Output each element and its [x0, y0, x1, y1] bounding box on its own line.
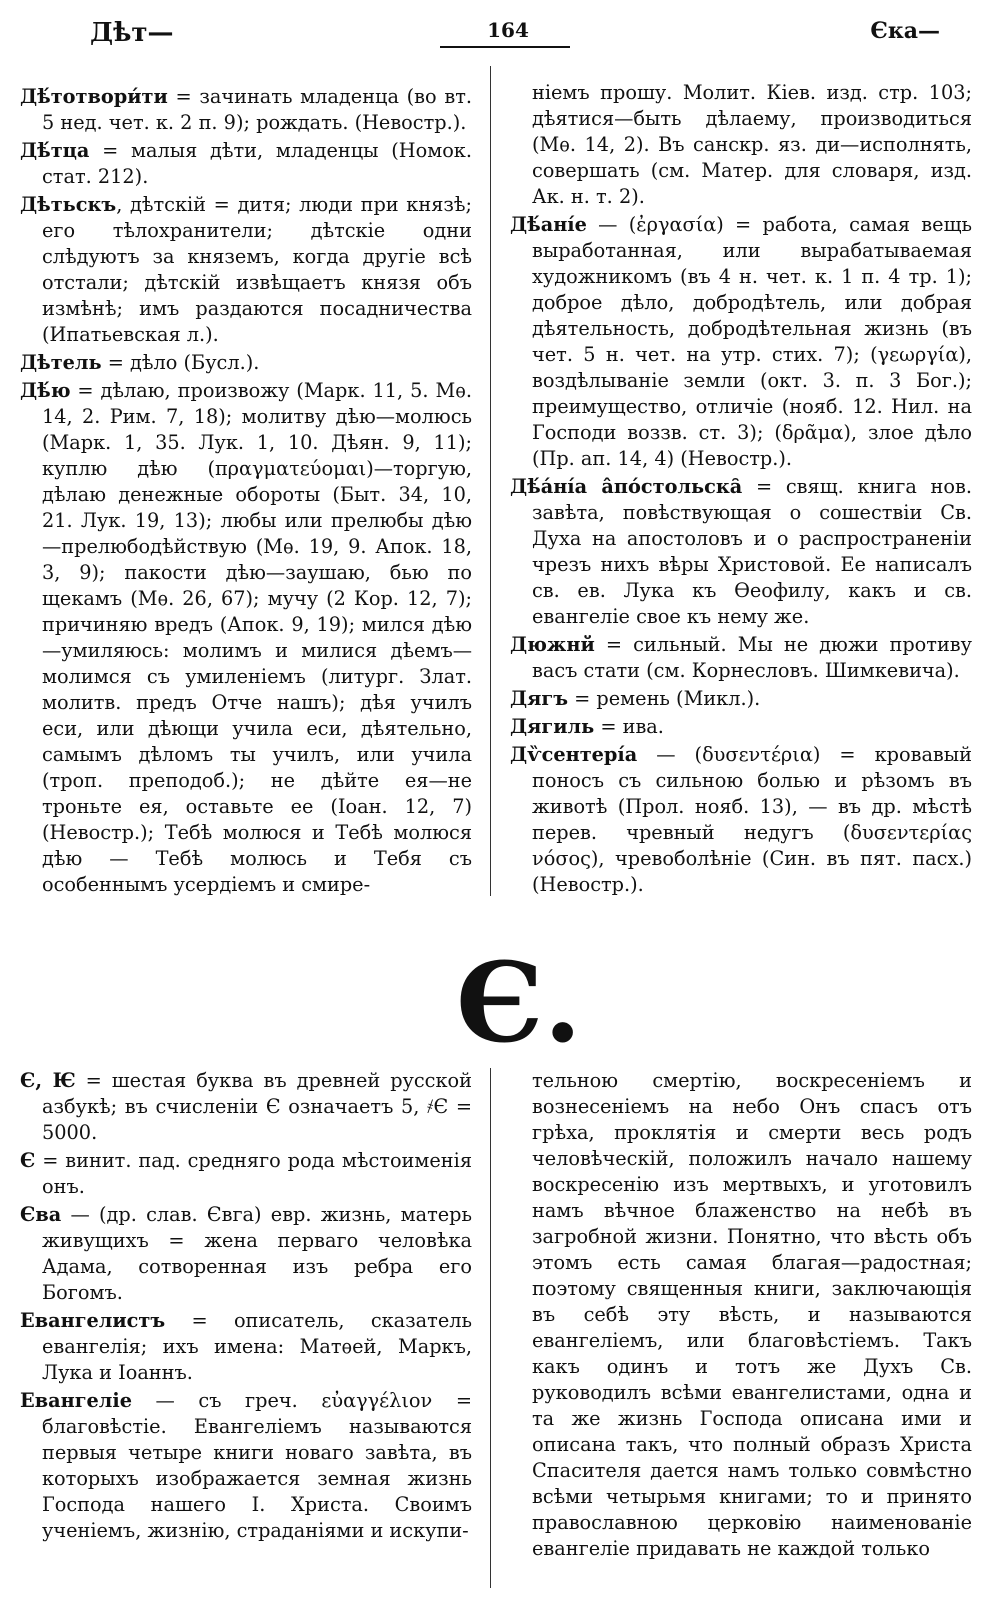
dictionary-entry-continued: [510, 1068, 972, 1562]
entry-headword: Евангеліе: [20, 1389, 132, 1412]
entry-text: = сильный. Мы не дюжи противу васъ стати (см. Корнесловъ. Шимкевича).: [532, 633, 972, 682]
running-head-right: Єка—: [870, 18, 940, 44]
entry-headword: Евангелистъ: [20, 1309, 166, 1332]
entry-text: — (δυσεντέρια) = кровавый поносъ съ сильною болью и рѣзомъ въ животѣ (Прол. нояб. 13), — въ др. мѣстѣ перев. чревный недугъ (δυσεντερίας νόσος), чревоболѣніе (Син. въ пят. пасх.) (Невостр.).: [532, 743, 972, 896]
dictionary-entry: [510, 742, 972, 898]
running-head-left: Дѣт—: [90, 18, 174, 48]
entry-headword: Дюжнй: [510, 633, 595, 656]
entry-text: = ива.: [594, 715, 664, 738]
column-divider-top: [490, 66, 491, 896]
dictionary-entry: [20, 192, 472, 348]
entry-text: = ремень (Микл.).: [568, 687, 761, 710]
entry-text: — съ греч. εὐαγγέλιον = благовѣстіе. Евангеліемъ называются первыя четыре книги новаго завѣта, въ которыхъ изображается земная жизнь Господа нашего І. Христа. Своимъ ученіемъ, жизнію, страданіями и искупи-: [42, 1389, 472, 1542]
entry-text: — (ἐργασία) = работа, самая вещь выработанная, или вырабатываемая художникомъ (въ 4 н. чет. к. 1 п. 4 тр. 1); доброе дѣло, добродѣтель, или добрая дѣятельность, добродѣтельная жизнь (въ чет. 5 н. чет. на утр. стих. 7); (γεωργία), воздѣлываніе земли (окт. 3. п. 3 Бог.); преимущество, отличіе (нояб. 12. Нил. на Господи воззв. ст. 3); (δρᾶμα), злое дѣло (Пр. ап. 14, 4) (Невостр.).: [532, 213, 972, 470]
dictionary-entry: [20, 1202, 472, 1306]
column-top-right: [510, 80, 972, 900]
entry-headword: Дѣтель: [20, 351, 102, 374]
entry-text: тельною смертію, воскресеніемъ и вознесеніемъ на небо Онъ спасъ отъ грѣха, проклятія и смерти весь родъ человѣческій, положилъ начало нашему воскресенію изъ мертвыхъ, и уготовилъ намъ вѣчное блаженство на небѣ въ загробной жизни. Понятно, что вѣсть объ этомъ есть самая благая—радостная; поэтому священныя книги, заключающія въ себѣ эту вѣсть, и называются евангеліемъ, или благовѣстіемъ. Такъ какъ одинъ и тотъ же Духъ Св. руководилъ всѣми евангелистами, одна и та же жизнь Господа описана ими и описана такъ, что полный образъ Христа Спасителя дается намъ только совмѣстно всѣми четырьмя книгами; то и принято православною церковію наименованіе евангеліе придавать не каждой только: [532, 1069, 972, 1560]
entry-headword: Дѷсентері́а: [510, 743, 638, 766]
section-letter: Є.: [456, 938, 582, 1067]
entry-text: ніемъ прошу. Молит. Кіев. изд. стр. 103; дѣятися—быть дѣлаему, производиться (Мѳ. 14, 2). Въ санскр. яз. ди—исполнять, совершать (см. Матер. для словаря, изд. Ак. н. т. 2).: [532, 81, 972, 208]
entry-headword: Є, Ѥ: [20, 1069, 76, 1092]
dictionary-entry: [20, 1388, 472, 1544]
dictionary-entry: [20, 1308, 472, 1386]
entry-headword: Єва: [20, 1203, 62, 1226]
dictionary-entry: [510, 212, 972, 472]
entry-headword: Дѣ́тотвори́ти: [20, 85, 168, 108]
entry-text: , дѣтскій = дитя; люди при князѣ; его тѣлохранители; дѣтскіе одни слѣдуютъ за княземъ, когда другіе всѣ отстали; дѣтскій извѣщаетъ князя объ измѣнѣ; имъ раздаются посадничества (Ипатьевская л.).: [42, 193, 472, 346]
dictionary-entry: [20, 1148, 472, 1200]
column-bottom-left: [20, 1068, 472, 1546]
dictionary-entry: [510, 686, 972, 712]
entry-headword: Дягиль: [510, 715, 595, 738]
entry-headword: Дѣтьскъ: [20, 193, 117, 216]
column-top-left: [20, 84, 472, 900]
entry-headword: Дѣ́ю: [20, 379, 71, 402]
entry-headword: Дѣ́тца: [20, 139, 90, 162]
entry-text: = шестая буква въ древней русской азбукѣ; въ счисленіи Є означаетъ 5, ҂Є = 5000.: [42, 1069, 472, 1144]
dictionary-entry: [20, 350, 472, 376]
entry-text: = дѣлаю, произвожу (Марк. 11, 5. Мѳ. 14, 2. Рим. 7, 18); молитву дѣю—молюсь (Марк. 1, 35. Лук. 1, 10. Дѣян. 9, 11); куплю дѣю (πραγματεύομαι)—торгую, дѣлаю денежные обороты (Быт. 34, 10, 21. Лук. 19, 13); любы или прелюбы дѣю—прелюбодѣйствую (Мѳ. 19, 9. Апок. 18, 3, 9); пакости дѣю—заушаю, бью по щекамъ (Мѳ. 26, 67); мучу (2 Кор. 12, 7); причиняю вредъ (Апок. 9, 19); мился дѣю—умиляюсь: молимъ и милися дѣемъ—молимся съ умиленіемъ (литург. Злат. молитв. предъ Отче нашъ); дѣя училъ еси, или дѣющи учила еси, дѣятельно, самымъ дѣломъ ты училъ, или учила (троп. преподоб.); не дѣйте ея—не троньте ея, оставьте ее (Іоан. 12, 7) (Невостр.); Тебѣ молюся и Тебѣ молюся дѣю — Тебѣ молюсь и Тебя съ особеннымъ усердіемъ и смире-: [42, 379, 472, 896]
entry-text: = свящ. книга нов. завѣта, повѣствующая о сошествіи Св. Духа на апостоловъ и о распространеніи чрезъ нихъ вѣры Христовой. Ее написалъ св. ев. Лука къ Ѳеофилу, какъ и св. евангеліе свое къ нему же.: [532, 475, 972, 628]
entry-text: = дѣло (Бусл.).: [101, 351, 260, 374]
entry-text: = описатель, сказатель евангелія; ихъ имена: Матѳей, Маркъ, Лука и Іоаннъ.: [42, 1309, 472, 1384]
entry-text: = винит. пад. средняго рода мѣстоименія онъ.: [35, 1149, 472, 1198]
entry-headword: Дягъ: [510, 687, 568, 710]
dictionary-entry: [510, 474, 972, 630]
entry-headword: Є: [20, 1149, 36, 1172]
entry-headword: Дѣ́а́ні́а а̂по́стольска̑: [510, 475, 743, 498]
column-divider-bottom: [490, 1068, 491, 1588]
dictionary-entry: [20, 1068, 472, 1146]
entry-headword: Дѣ́ані́е: [510, 213, 587, 236]
dictionary-entry: [510, 714, 972, 740]
dictionary-entry: [510, 632, 972, 684]
dictionary-entry: [20, 84, 472, 136]
column-bottom-right: [510, 1068, 972, 1564]
dictionary-entry-continued: [510, 80, 972, 210]
entry-text: = малыя дѣти, младенцы (Номок. стат. 212).: [42, 139, 472, 188]
entry-text: — (др. слав. Євга) евр. жизнь, матерь живущихъ = жена перваго человѣка Адама, сотворенная изъ ребра его Богомъ.: [42, 1203, 472, 1304]
header-rule: [440, 46, 570, 48]
dictionary-entry: [20, 138, 472, 190]
page-number: 164: [487, 18, 529, 42]
entry-text: = зачинать младенца (во вт. 5 нед. чет. к. 2 п. 9); рождать. (Невостр.).: [42, 85, 472, 134]
dictionary-entry: [20, 378, 472, 898]
